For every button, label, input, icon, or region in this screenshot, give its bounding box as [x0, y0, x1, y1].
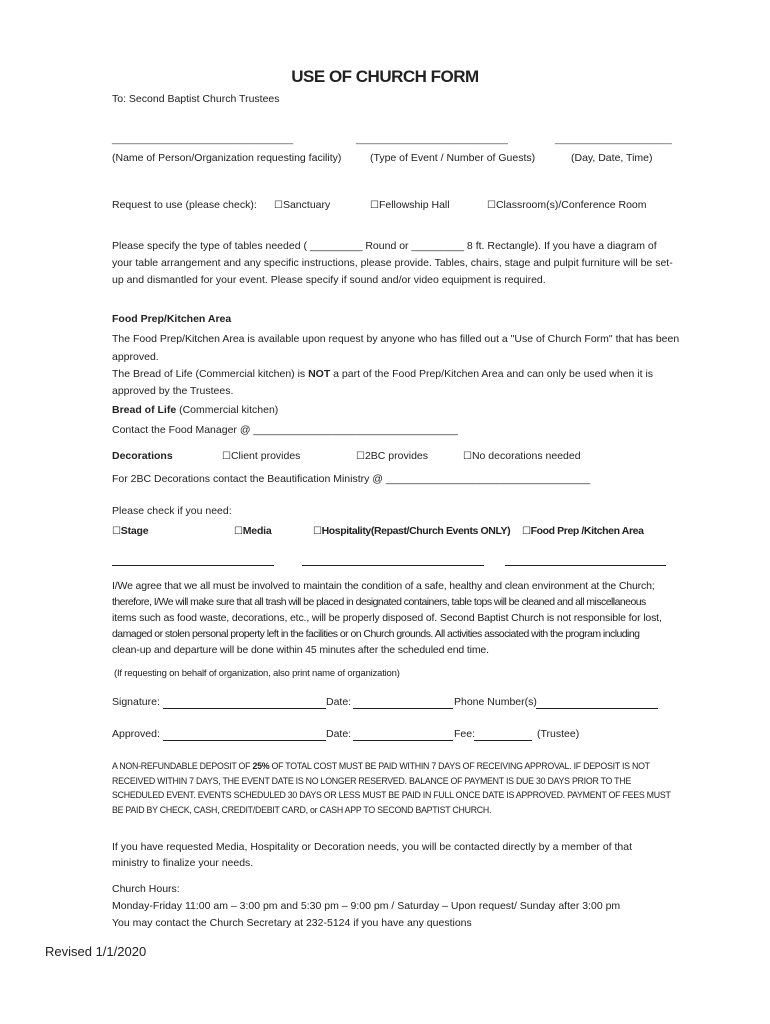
signature-date-line[interactable] [353, 708, 453, 709]
agreement-line-2: therefore, I/We will make sure that all trash will be placed in designated containers, table tops will be cleaned and all miscellaneous [112, 596, 646, 608]
deposit-line-1: A NON-REFUNDABLE DEPOSIT OF 25% OF TOTAL COST MUST BE PAID WITHIN 7 DAYS OF RECEIVING APPROVAL. IF DEPOSIT IS NOT [112, 761, 650, 771]
beautification-contact[interactable]: For 2BC Decorations contact the Beautification Ministry @ ___________________________________ [112, 473, 591, 485]
food-manager-contact[interactable]: Contact the Food Manager @ ___________________________________ [112, 424, 458, 436]
church-hours-line-1: Monday-Friday 11:00 am – 3:00 pm and 5:30 pm – 9:00 pm / Saturday – Upon request/ Sunday after 3:00 pm [112, 900, 621, 912]
food-prep-heading: Food Prep/Kitchen Area [112, 313, 232, 325]
agreement-line-1: I/We agree that we all must be involved to maintain the condition of a safe, healthy and clean environment at the Church; [112, 580, 655, 592]
agreement-line-3: items such as food waste, decorations, etc., will be properly disposed of. Second Baptist Church is not responsible for lost, [112, 612, 662, 624]
approved-line[interactable] [163, 740, 326, 741]
approved-label: Approved: [112, 728, 160, 740]
deposit-line-4: BE PAID BY CHECK, CASH, CREDIT/DEBIT CARD, or CASH APP TO SECOND BAPTIST CHURCH. [112, 804, 492, 815]
bread-of-life-heading: Bread of Life (Commercial kitchen) [112, 404, 279, 416]
checkbox-stage[interactable]: ☐ Stage [112, 525, 148, 537]
bread-of-life-paragraph [112, 366, 653, 419]
church-hours-label: Church Hours: [112, 883, 180, 895]
needs-line-2[interactable] [302, 565, 484, 566]
phone-label: Phone Number(s) [454, 696, 537, 708]
checkbox-classroom[interactable]: ☐ Classroom(s)/Conference Room [487, 199, 647, 211]
tables-line-3: up and dismantled for your event. Please specify if sound and/or video equipment is required. [112, 274, 546, 286]
approved-date-line[interactable] [353, 740, 453, 741]
contact-note-line-1: If you have requested Media, Hospitality or Decoration needs, you will be contacted directly by a member of that [112, 841, 633, 853]
agreement-line-5: clean-up and departure will be done within 45 minutes after the scheduled end time. [112, 644, 489, 656]
tables-line-1: Please specify the type of tables needed ( _________ Round or _________ 8 ft. Rectangle). If you have a diagram of [112, 240, 657, 252]
bread-of-life-line-2: approved by the Trustees. [112, 385, 234, 397]
needs-line-1[interactable] [112, 565, 274, 566]
checkbox-2bc-provides[interactable]: ☐ 2BC provides [356, 450, 428, 462]
checkbox-fellowship-hall[interactable]: ☐ Fellowship Hall [370, 199, 450, 211]
tables-line-2: your table arrangement and any specific instructions, please provide. Tables, chairs, stage and pulpit furniture will be set- [112, 257, 673, 269]
name-blank[interactable]: _______________________________ [112, 133, 294, 145]
contact-note-line-2: ministry to finalize your needs. [112, 857, 254, 869]
signature-date-label: Date: [326, 696, 352, 708]
tables-paragraph [112, 238, 673, 289]
contact-note [112, 839, 632, 871]
needs-label: Please check if you need: [112, 505, 232, 517]
checkbox-sanctuary[interactable]: ☐ Sanctuary [274, 199, 330, 211]
food-prep-line-1: The Food Prep/Kitchen Area is available upon request by anyone who has filled out a "Use of Church Form" that has been [112, 333, 680, 345]
food-prep-line-2: approved. [112, 350, 159, 363]
signature-line[interactable] [163, 708, 326, 709]
name-label: (Name of Person/Organization requesting facility) [112, 152, 342, 164]
org-note: (If requesting on behalf of organization, also print name of organization) [114, 668, 400, 679]
date-blank[interactable]: ____________________ [555, 133, 672, 145]
date-label: (Day, Date, Time) [571, 152, 653, 164]
checkbox-client-provides[interactable]: ☐ Client provides [222, 450, 300, 462]
checkbox-no-decorations[interactable]: ☐ No decorations needed [463, 450, 581, 462]
phone-line[interactable] [536, 708, 658, 709]
agreement-paragraph [112, 578, 662, 658]
revised-date: Revised 1/1/2020 [45, 944, 147, 959]
fee-line[interactable] [474, 740, 532, 741]
to-line: To: Second Baptist Church Trustees [112, 93, 280, 105]
deposit-line-2: RECEIVED WITHIN 7 DAYS, THE EVENT DATE IS NO LONGER RESERVED. BALANCE OF PAYMENT IS DUE 30 DAYS PRIOR TO THE [112, 775, 632, 786]
fee-label: Fee: [454, 728, 476, 740]
signature-label: Signature: [112, 696, 160, 708]
checkbox-media[interactable]: ☐ Media [234, 525, 272, 537]
checkbox-food-prep[interactable]: ☐ Food Prep /Kitchen Area [522, 525, 644, 537]
deposit-line-3: SCHEDULED EVENT. EVENTS SCHEDULED 30 DAYS OR LESS MUST BE PAID IN FULL ONCE DATE IS APPROVED. PAYMENT OF FEES MUST [112, 790, 671, 800]
church-hours-line-2: You may contact the Church Secretary at 232-5124 if you have any questions [112, 917, 472, 929]
agreement-line-4: damaged or stolen personal property left in the facilities or on Church grounds. All activities associated with the program including [112, 628, 640, 640]
event-blank[interactable]: __________________________ [356, 133, 508, 145]
approved-date-label: Date: [326, 728, 352, 740]
event-label: (Type of Event / Number of Guests) [370, 152, 536, 164]
food-prep-paragraph [112, 331, 679, 366]
page-title: USE OF CHURCH FORM [291, 67, 479, 86]
trustee-label: (Trustee) [537, 728, 580, 740]
needs-line-3[interactable] [505, 565, 666, 566]
checkbox-hospitality[interactable]: ☐ Hospitality(Repast/Church Events ONLY) [313, 525, 510, 537]
deposit-note [112, 759, 671, 817]
bread-of-life-line-1: The Bread of Life (Commercial kitchen) is NOT a part of the Food Prep/Kitchen Area and can only be used when it is [112, 368, 654, 380]
decorations-label: Decorations [112, 450, 173, 462]
request-label: Request to use (please check): [112, 199, 257, 211]
church-hours [112, 881, 620, 932]
